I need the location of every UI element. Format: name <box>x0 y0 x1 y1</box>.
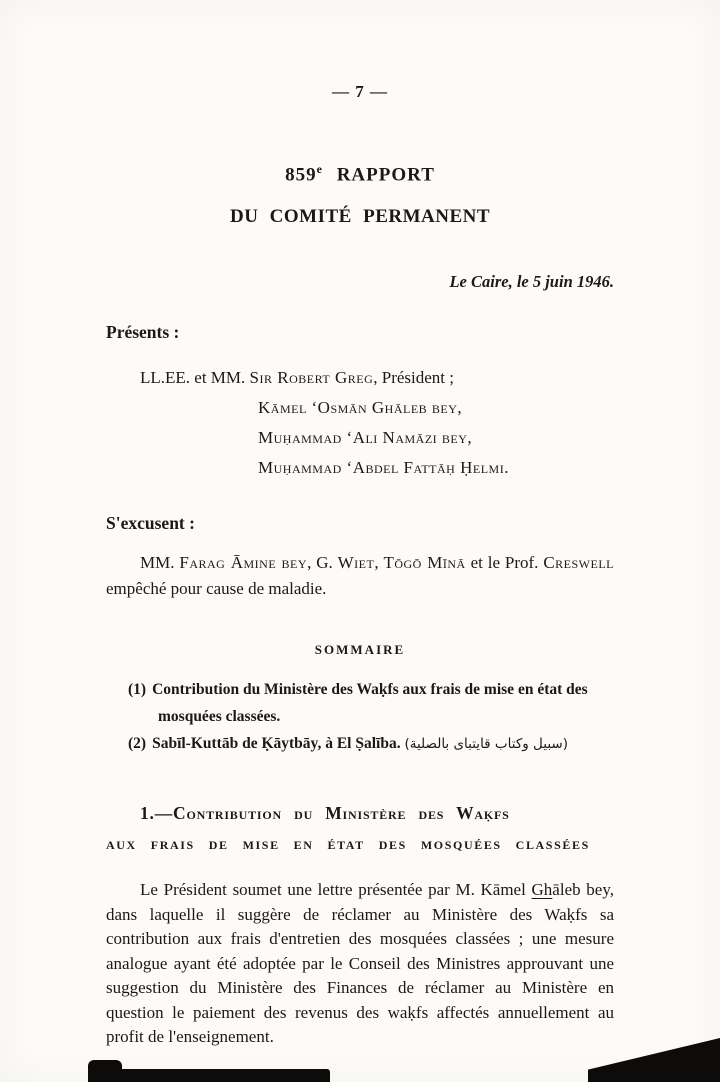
report-number: 859 <box>285 164 317 186</box>
paragraph-text-underlined: Gh <box>531 880 553 900</box>
section-heading-line2: aux frais de mise en état des mosquées classées <box>106 833 590 854</box>
sommaire-list <box>106 676 614 758</box>
excused-label: S'excusent : <box>106 513 195 534</box>
presents-label: Présents : <box>106 322 180 343</box>
section-heading-line1: 1.—Contribution du Ministère des Waḳfs <box>140 803 510 824</box>
sommaire-item <box>106 676 614 730</box>
attendee-line <box>106 393 614 423</box>
report-title-word: RAPPORT <box>336 164 435 186</box>
excused-text: , <box>374 553 384 573</box>
excused-text: , G. <box>307 553 338 573</box>
excused-text: MM. <box>140 553 180 573</box>
excused-name: Wiet <box>337 553 375 573</box>
paragraph-text: āleb bey, dans laquelle il suggère de réclamer au Ministère des Waḳfs sa contribution aux frais d'entretien des mosquées classées ; une mesure analogue ayant été adoptée par le Conseil des Ministres approuvant une suggestion du Ministère des Finances de réclamer au Ministère en question le paiement des revenus des waḳfs affectés annuellement au profit de l'enseignement. <box>106 880 614 1047</box>
excused-paragraph <box>106 550 614 602</box>
report-ordinal: e <box>316 162 323 176</box>
body-paragraph <box>106 878 614 1050</box>
attendee-name: Sir Robert Greg <box>249 368 374 388</box>
dateline: Le Caire, le 5 juin 1946. <box>449 272 614 292</box>
excused-name: Farag Āmine bey <box>179 553 308 573</box>
section-heading <box>106 798 614 858</box>
report-title <box>106 162 614 186</box>
excused-text: et le Prof. <box>465 553 544 573</box>
excused-name: Tōgō Mīnā <box>383 553 466 573</box>
arabic-caption: (سبيل وكتاب قايتباى بالصلية) <box>404 736 569 753</box>
attendees-list <box>106 363 614 483</box>
attendee-line <box>106 453 614 483</box>
sommaire-item-text: Contribution du Ministère des Waḳfs aux frais de mise en état des mosquées classées. <box>152 681 588 726</box>
sommaire-item-text: Sabīl-Kuttāb de Ḳāytbāy, à El Ṣalība. <box>152 735 405 753</box>
attendee-suffix: , Président ; <box>373 368 454 388</box>
paragraph-text: Le Président soumet une lettre présentée par M. Kāmel <box>140 880 532 900</box>
excused-name: Creswell <box>543 553 614 573</box>
sommaire-item-number: (1) <box>128 681 147 699</box>
attendee-name: Muḥammad ʻAbdel Fattāḥ Ḥelmi. <box>258 458 509 478</box>
page-number: — 7 — <box>332 82 388 101</box>
attendee-line <box>106 363 614 393</box>
attendee-line <box>106 423 614 453</box>
sommaire-title: SOMMAIRE <box>314 642 406 658</box>
scan-artifact-bottom-bar <box>88 1069 330 1082</box>
report-subtitle: DU COMITÉ PERMANENT <box>229 206 491 228</box>
sommaire-item <box>106 730 614 758</box>
attendee-name: Muḥammad ʻAli Namāzi bey, <box>258 428 473 448</box>
sommaire-item-number: (2) <box>128 735 147 753</box>
excused-text: empêché pour cause de maladie. <box>106 579 327 599</box>
attendee-prefix: LL.EE. et MM. <box>140 368 250 388</box>
attendee-name: Kāmel ʻOsmān Ghāleb bey, <box>258 398 463 418</box>
